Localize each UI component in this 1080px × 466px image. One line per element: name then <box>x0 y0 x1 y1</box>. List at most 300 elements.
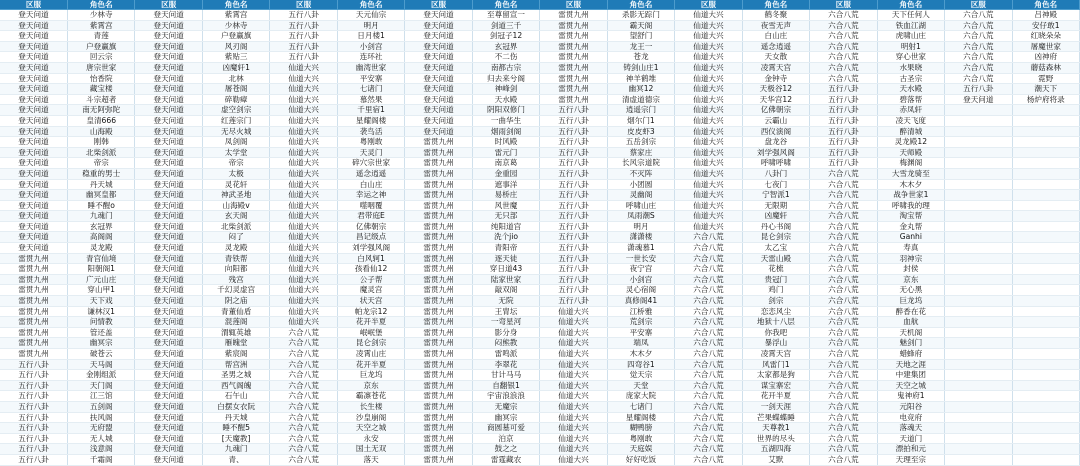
server-cell: 六合八荒 <box>945 31 1012 42</box>
server-cell: 仙道大兴 <box>540 454 607 465</box>
role-name-cell: 宇宙浪浪浪 <box>472 391 539 402</box>
server-cell: 仙道大兴 <box>675 147 742 158</box>
server-cell: 登天问道 <box>405 115 472 126</box>
server-cell: 登天问道 <box>0 137 67 148</box>
server-cell: 仙道大兴 <box>540 349 607 360</box>
server-cell: 五行八卦 <box>810 105 877 116</box>
role-name-cell: 纯阳道宫 <box>472 221 539 232</box>
role-name-cell: 花开半夏 <box>337 359 404 370</box>
role-name-cell: 杀影无踪门 <box>607 10 674 21</box>
server-cell: 雷贯九州 <box>405 380 472 391</box>
server-cell: 六合八荒 <box>945 73 1012 84</box>
server-cell: 雷贯九州 <box>405 423 472 434</box>
table-row <box>0 412 1080 423</box>
server-cell: 五行八卦 <box>0 380 67 391</box>
server-cell: 雷贯九州 <box>405 264 472 275</box>
role-name-cell: 天师殿 <box>877 147 944 158</box>
server-cell: 六合八荒 <box>945 52 1012 63</box>
role-name-cell: 鼓之之 <box>472 444 539 455</box>
role-name-cell: 凤雨潮S <box>607 211 674 222</box>
role-name-cell: 灵龙殿12 <box>877 137 944 148</box>
server-cell <box>945 168 1012 179</box>
role-name-cell: 清虚道德宗 <box>607 94 674 105</box>
role-name-cell: 归去来兮阁 <box>472 73 539 84</box>
role-name-cell: 西气阁魄 <box>202 380 269 391</box>
server-cell: 六合八荒 <box>675 454 742 465</box>
server-cell: 五行八卦 <box>0 370 67 381</box>
server-cell: 仙道大兴 <box>270 168 337 179</box>
role-name-cell: 凤剑阁 <box>202 137 269 148</box>
role-name-cell: 杨炉府将录 <box>1012 94 1079 105</box>
server-cell: 六合八荒 <box>810 391 877 402</box>
role-name-cell: 九魂门 <box>67 211 134 222</box>
role-name-cell: 白风轲1 <box>337 253 404 264</box>
role-name-cell: 天门阁 <box>67 380 134 391</box>
role-name-cell: 天空之城 <box>877 380 944 391</box>
role-name-cell: 落魂天 <box>877 423 944 434</box>
server-cell: 六合八荒 <box>810 73 877 84</box>
server-cell: 五行八卦 <box>540 115 607 126</box>
server-cell: 六合八荒 <box>675 433 742 444</box>
server-cell: 六合八荒 <box>675 444 742 455</box>
role-name-cell: 商圆墓可爱 <box>472 423 539 434</box>
server-cell: 五行八卦 <box>540 158 607 169</box>
role-name-cell: 五岳剑宗 <box>607 137 674 148</box>
role-name-cell: 屠苍阁 <box>202 84 269 95</box>
server-cell: 雷贯九州 <box>405 296 472 307</box>
role-name-cell: 白山庄 <box>337 179 404 190</box>
table-row <box>0 147 1080 158</box>
role-name-cell: 影分身 <box>472 327 539 338</box>
server-cell: 登天问道 <box>405 94 472 105</box>
role-name-cell: 圣男之城 <box>202 370 269 381</box>
role-name-cell: 京东 <box>877 274 944 285</box>
role-name-cell: 电竞府 <box>877 412 944 423</box>
server-cell: 登天问道 <box>0 221 67 232</box>
role-name-cell: 七诸门 <box>607 401 674 412</box>
table-row <box>0 94 1080 105</box>
table-row <box>0 296 1080 307</box>
server-cell: 雷贯九州 <box>405 190 472 201</box>
server-cell: 登天问道 <box>0 94 67 105</box>
role-name-cell: 红莲宗门 <box>202 115 269 126</box>
role-name-cell: 金钟寺 <box>742 73 809 84</box>
table-row <box>0 454 1080 465</box>
role-name-cell: 红晓朵朵 <box>1012 31 1079 42</box>
role-name-cell: 剑道三千 <box>472 20 539 31</box>
server-cell: 登天问道 <box>0 190 67 201</box>
server-cell: 登天问道 <box>135 338 202 349</box>
server-cell: 五行八卦 <box>540 200 607 211</box>
role-name-cell: 醉清城 <box>877 126 944 137</box>
server-cell: 登天问道 <box>135 423 202 434</box>
role-name-cell: 袭鸟活 <box>337 126 404 137</box>
server-cell: 登天问道 <box>135 359 202 370</box>
role-name-cell: 紫宸阁 <box>202 349 269 360</box>
role-name-cell: 幽湾世家 <box>337 62 404 73</box>
role-name-cell: 一世长安 <box>607 253 674 264</box>
server-column-header: 区服 <box>135 0 202 10</box>
table-row <box>0 211 1080 222</box>
server-cell: 登天问道 <box>405 31 472 42</box>
server-cell: 五行八卦 <box>540 243 607 254</box>
role-name-cell: 岷岷堡 <box>337 327 404 338</box>
role-name-cell: 天理至宗 <box>877 454 944 465</box>
server-cell: 六合八荒 <box>675 327 742 338</box>
role-name-cell: 逍遥宗门 <box>607 105 674 116</box>
server-cell: 雷贯九州 <box>540 10 607 21</box>
server-cell: 五行八卦 <box>810 84 877 95</box>
role-name-cell: 昆仑剑宗 <box>742 232 809 243</box>
server-cell: 仙道大兴 <box>540 370 607 381</box>
server-column-header: 区服 <box>675 0 742 10</box>
table-row <box>0 359 1080 370</box>
role-name-cell: 广元山庄 <box>67 274 134 285</box>
server-cell: 仙道大兴 <box>270 126 337 137</box>
server-cell <box>945 454 1012 465</box>
role-name-cell: 世界的尽头 <box>742 433 809 444</box>
server-cell: 仙道大兴 <box>675 105 742 116</box>
role-name-cell: 谋宝寨宏 <box>742 380 809 391</box>
table-header <box>0 0 1080 10</box>
role-name-cell: 白摆女衣阮 <box>202 401 269 412</box>
role-name-cell <box>1012 306 1079 317</box>
table-row <box>0 349 1080 360</box>
server-cell: 雷贯九州 <box>540 31 607 42</box>
role-name-cell: 淘宝帮 <box>877 211 944 222</box>
server-cell: 五行八卦 <box>540 105 607 116</box>
role-name-column-header: 角色名 <box>1012 0 1079 10</box>
table-row <box>0 105 1080 116</box>
server-cell: 雷贯九州 <box>405 211 472 222</box>
role-name-cell: 遥念逍遥 <box>337 168 404 179</box>
server-cell: 五行八卦 <box>540 274 607 285</box>
server-cell: 仙道大兴 <box>270 221 337 232</box>
server-cell: 登天问道 <box>135 211 202 222</box>
server-cell: 登天问道 <box>0 62 67 73</box>
role-name-cell: 无院 <box>472 296 539 307</box>
table-row <box>0 158 1080 169</box>
role-name-cell: 夜宁宫 <box>607 264 674 275</box>
server-cell: 雷贯九州 <box>405 147 472 158</box>
server-cell: 雷贯九州 <box>540 94 607 105</box>
server-column-header: 区服 <box>540 0 607 10</box>
server-cell: 六合八荒 <box>810 370 877 381</box>
role-name-cell: 虚空剑宗 <box>202 105 269 116</box>
server-cell <box>945 105 1012 116</box>
role-name-cell: 云霸山 <box>742 115 809 126</box>
server-cell: 仙道大兴 <box>675 52 742 63</box>
role-name-cell: 风雷门1 <box>742 359 809 370</box>
role-name-cell <box>1012 317 1079 328</box>
table-row <box>0 391 1080 402</box>
server-cell: 登天问道 <box>135 147 202 158</box>
role-name-cell: 时风殿 <box>472 137 539 148</box>
role-name-cell <box>1012 391 1079 402</box>
server-cell: 六合八荒 <box>810 401 877 412</box>
role-name-cell: 灵幽阁 <box>607 190 674 201</box>
server-cell: 六合八荒 <box>810 62 877 73</box>
server-cell: 仙道大兴 <box>270 179 337 190</box>
role-name-cell: 魅剑门 <box>877 338 944 349</box>
server-cell <box>945 158 1012 169</box>
role-name-cell: 艾默 <box>742 454 809 465</box>
server-cell: 五行八卦 <box>540 264 607 275</box>
server-cell: 雷贯九州 <box>540 52 607 63</box>
role-name-cell: 龙王一 <box>607 41 674 52</box>
role-name-column-header: 角色名 <box>337 0 404 10</box>
server-cell: 雷贯九州 <box>405 317 472 328</box>
server-cell: 六合八荒 <box>945 20 1012 31</box>
role-name-cell: 凌霄天宫 <box>742 62 809 73</box>
server-cell: 仙道大兴 <box>540 327 607 338</box>
server-cell: 仙道大兴 <box>540 338 607 349</box>
role-name-cell: 谦林汉1 <box>67 306 134 317</box>
server-cell: 登天问道 <box>135 31 202 42</box>
server-cell <box>945 232 1012 243</box>
server-cell: 雷贯九州 <box>405 285 472 296</box>
role-name-cell: 户登赢旗 <box>202 31 269 42</box>
role-name-cell: 霸凛苍花 <box>337 391 404 402</box>
role-name-cell: 天水殿 <box>877 84 944 95</box>
role-name-cell: 八卦门 <box>742 168 809 179</box>
server-cell: 登天问道 <box>405 20 472 31</box>
role-name-cell: 睡不醒o <box>67 200 134 211</box>
role-name-cell <box>1012 147 1079 158</box>
server-cell: 仙道大兴 <box>540 401 607 412</box>
role-name-cell: 元阳谷 <box>877 401 944 412</box>
role-name-cell: 阴之庙 <box>202 296 269 307</box>
server-cell: 登天问道 <box>135 349 202 360</box>
server-cell: 雷贯九州 <box>405 327 472 338</box>
role-name-cell: 凌霄山庄 <box>337 349 404 360</box>
table-row <box>0 115 1080 126</box>
server-cell: 登天问道 <box>135 190 202 201</box>
role-name-cell: 小团圆 <box>607 179 674 190</box>
role-name-cell: 潇魂慕1 <box>607 243 674 254</box>
server-cell: 六合八荒 <box>675 370 742 381</box>
table-row <box>0 370 1080 381</box>
server-cell: 六合八荒 <box>810 179 877 190</box>
role-name-cell: 紫霄宫 <box>67 20 134 31</box>
server-cell: 登天问道 <box>0 211 67 222</box>
server-cell: 雷贯九州 <box>405 168 472 179</box>
role-name-cell: 泊京 <box>472 433 539 444</box>
server-cell: 六合八荒 <box>810 412 877 423</box>
server-cell: 登天问道 <box>135 274 202 285</box>
server-cell: 登天问道 <box>135 84 202 95</box>
role-name-cell: 花开半夏 <box>337 317 404 328</box>
role-name-cell: 无限期 <box>742 200 809 211</box>
role-name-cell: 北林 <box>202 73 269 84</box>
role-name-cell: 亿佛朝宗 <box>742 105 809 116</box>
role-name-cell: 觉天宗 <box>607 370 674 381</box>
server-cell: 六合八荒 <box>810 200 877 211</box>
server-cell: 五行八卦 <box>540 126 607 137</box>
server-cell: 登天问道 <box>0 126 67 137</box>
role-name-cell: 庞家大院 <box>607 391 674 402</box>
server-cell: 六合八荒 <box>675 274 742 285</box>
server-cell: 登天问道 <box>135 126 202 137</box>
server-cell: 登天问道 <box>135 401 202 412</box>
server-cell: 雷贯九州 <box>405 359 472 370</box>
role-name-cell: 混莲阁 <box>202 317 269 328</box>
role-name-cell <box>1012 327 1079 338</box>
role-name-cell: 丹心书阁 <box>742 221 809 232</box>
role-name-cell: 花开半夏 <box>742 391 809 402</box>
role-name-cell: 铸剑山庄1 <box>607 62 674 73</box>
server-cell: 登天问道 <box>0 179 67 190</box>
server-cell: 六合八荒 <box>270 327 337 338</box>
server-cell: 六合八荒 <box>675 243 742 254</box>
server-cell: 六合八荒 <box>810 306 877 317</box>
role-name-cell: 天尊教1 <box>742 423 809 434</box>
server-cell: 雷贯九州 <box>405 444 472 455</box>
server-cell: 六合八荒 <box>810 380 877 391</box>
role-name-cell <box>1012 412 1079 423</box>
server-cell: 仙道大兴 <box>540 423 607 434</box>
role-name-cell: 呼啸我的理 <box>877 200 944 211</box>
server-cell: 六合八荒 <box>810 338 877 349</box>
role-name-column-header: 角色名 <box>877 0 944 10</box>
role-name-cell: 魔灵宫 <box>337 285 404 296</box>
role-name-cell: 少林寺 <box>67 10 134 21</box>
server-cell: 仙道大兴 <box>270 317 337 328</box>
role-name-cell: 天地之涯 <box>877 359 944 370</box>
server-cell: 雷贯九州 <box>405 179 472 190</box>
server-cell: 五行八卦 <box>0 401 67 412</box>
role-name-cell: 雷鸣派 <box>472 349 539 360</box>
server-cell: 六合八荒 <box>675 264 742 275</box>
server-cell: 登天问道 <box>135 62 202 73</box>
role-name-cell: 七夜门 <box>742 179 809 190</box>
role-name-cell: 无尽火城 <box>202 126 269 137</box>
role-name-cell <box>1012 423 1079 434</box>
server-cell: 六合八荒 <box>810 211 877 222</box>
server-cell: 六合八荒 <box>810 433 877 444</box>
role-name-cell: 天华宫12 <box>742 94 809 105</box>
server-cell: 仙道大兴 <box>675 94 742 105</box>
server-cell: 登天问道 <box>0 20 67 31</box>
server-cell: 五行八卦 <box>0 359 67 370</box>
role-name-cell: 九魂门 <box>202 444 269 455</box>
role-name-cell: 户登赢旗 <box>67 41 134 52</box>
server-cell: 登天问道 <box>405 52 472 63</box>
server-cell: 登天问道 <box>135 327 202 338</box>
server-cell: 雷贯九州 <box>540 84 607 95</box>
server-cell <box>945 221 1012 232</box>
server-cell: 仙道大兴 <box>270 274 337 285</box>
role-name-cell: 青宫仙境 <box>67 253 134 264</box>
role-name-cell <box>1012 444 1079 455</box>
role-name-cell: 怡香院 <box>67 73 134 84</box>
role-name-cell: 烟雨剑阁 <box>472 126 539 137</box>
role-name-cell: 管还盖 <box>67 327 134 338</box>
role-name-cell <box>1012 349 1079 360</box>
table-row <box>0 444 1080 455</box>
role-name-cell: 穿心世家 <box>877 52 944 63</box>
table-row <box>0 306 1080 317</box>
role-name-cell: 刚韩 <box>67 137 134 148</box>
server-cell: 雷贯九州 <box>540 20 607 31</box>
server-cell: 仙道大兴 <box>540 380 607 391</box>
server-cell: 仙道大兴 <box>675 20 742 31</box>
role-name-cell <box>1012 285 1079 296</box>
server-cell <box>945 317 1012 328</box>
table-row <box>0 52 1080 63</box>
table-row <box>0 338 1080 349</box>
role-name-cell: 碧落帮 <box>877 94 944 105</box>
role-name-cell: 昆仑剑宗 <box>337 338 404 349</box>
server-cell: 仙道大兴 <box>270 243 337 254</box>
role-name-cell: 公子帮 <box>337 274 404 285</box>
role-name-cell <box>1012 380 1079 391</box>
server-cell: 雷贯九州 <box>0 285 67 296</box>
server-cell: 六合八荒 <box>675 401 742 412</box>
server-cell: 五行八卦 <box>540 253 607 264</box>
server-cell: 登天问道 <box>945 94 1012 105</box>
server-cell: 登天问道 <box>135 243 202 254</box>
server-cell: 仙道大兴 <box>675 115 742 126</box>
server-cell: 登天问道 <box>135 94 202 105</box>
role-name-column-header: 角色名 <box>472 0 539 10</box>
role-name-cell: 帝宗 <box>67 158 134 169</box>
role-name-cell: 蘑菇森林 <box>1012 62 1079 73</box>
role-name-cell: 苍龙 <box>607 52 674 63</box>
server-cell: 登天问道 <box>405 73 472 84</box>
server-cell: 雷贯九州 <box>0 338 67 349</box>
server-cell: 仙道大兴 <box>270 73 337 84</box>
role-name-cell: 日月楼1 <box>337 31 404 42</box>
server-cell: 六合八荒 <box>270 401 337 412</box>
server-cell: 五行八卦 <box>0 423 67 434</box>
role-name-cell: 天下任何人 <box>877 10 944 21</box>
server-cell: 登天问道 <box>0 10 67 21</box>
role-name-cell: 扶风阁 <box>67 412 134 423</box>
server-cell: 仙道大兴 <box>270 147 337 158</box>
role-name-cell: 破苍云 <box>67 349 134 360</box>
table-row <box>0 274 1080 285</box>
table-row <box>0 31 1080 42</box>
server-cell <box>945 296 1012 307</box>
server-cell: 雷贯九州 <box>405 454 472 465</box>
role-name-cell: 星耀阁楼 <box>337 115 404 126</box>
role-name-cell: 风世魔 <box>472 200 539 211</box>
role-name-cell: 盘龙谷 <box>742 137 809 148</box>
role-name-cell: 剑宗 <box>742 296 809 307</box>
server-cell: 五行八卦 <box>810 147 877 158</box>
role-name-cell: 中建集团 <box>877 370 944 381</box>
role-name-cell: 大雪龙骑至 <box>877 168 944 179</box>
role-name-cell: 皇清666 <box>67 115 134 126</box>
role-name-cell: 幽冥宗 <box>472 412 539 423</box>
server-cell: 登天问道 <box>135 306 202 317</box>
server-cell: 六合八荒 <box>810 296 877 307</box>
server-cell: 仙道大兴 <box>675 84 742 95</box>
role-name-cell: 亿佛朝宗 <box>337 221 404 232</box>
server-cell: 仙道大兴 <box>270 158 337 169</box>
role-name-cell: 浅意阁 <box>67 444 134 455</box>
role-name-cell: 无人城 <box>67 433 134 444</box>
role-name-column-header: 角色名 <box>202 0 269 10</box>
table-row <box>0 20 1080 31</box>
role-name-cell: Ganhi <box>877 232 944 243</box>
role-name-cell: 沙皇崩阁 <box>337 412 404 423</box>
server-cell: 登天问道 <box>135 52 202 63</box>
table-body <box>0 10 1080 466</box>
role-name-column-header: 角色名 <box>67 0 134 10</box>
server-cell: 仙道大兴 <box>540 391 607 402</box>
